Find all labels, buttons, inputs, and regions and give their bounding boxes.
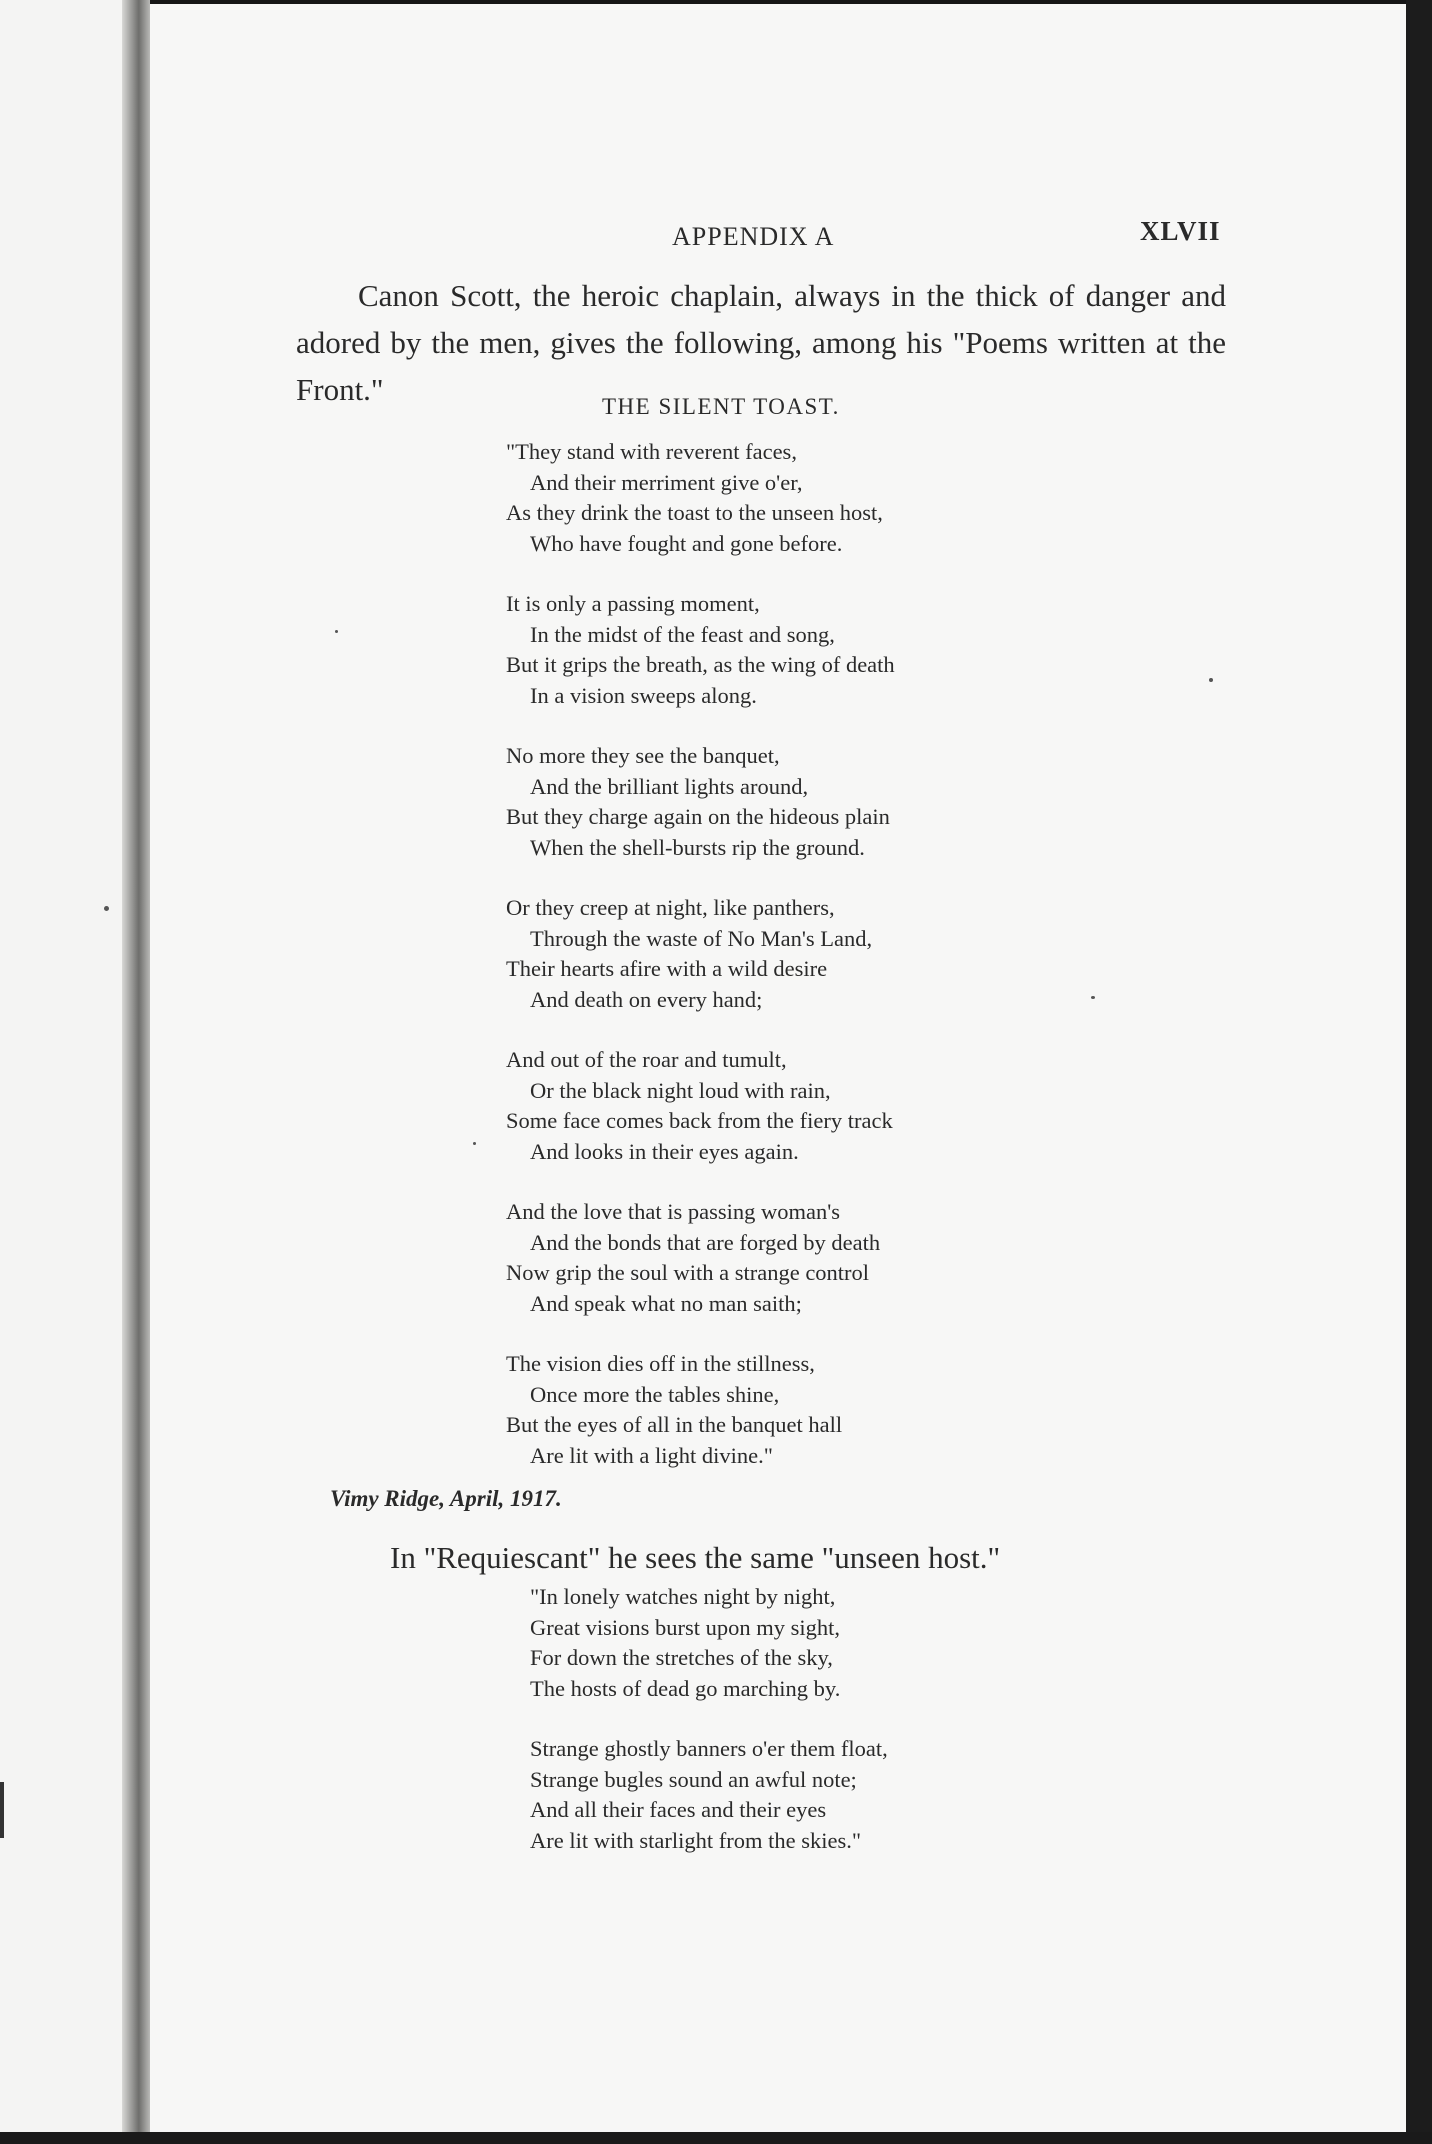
paper-speck: [1091, 996, 1095, 999]
verse-line: Or they creep at night, like panthers,: [506, 895, 835, 920]
verse-line: When the shell-bursts rip the ground.: [530, 834, 865, 860]
verse-line: And the love that is passing woman's: [506, 1199, 841, 1224]
verse-line: Some face comes back from the fiery track: [506, 1108, 893, 1133]
poem-requiescant: [530, 1582, 888, 1886]
verse-line: As they drink the toast to the unseen host,: [506, 500, 883, 525]
verse-line: And out of the roar and tumult,: [506, 1047, 787, 1072]
stanza: [506, 1349, 895, 1471]
verse-line: Strange bugles sound an awful note;: [530, 1766, 857, 1792]
stanza: [506, 893, 895, 1015]
verse-line: And the brilliant lights around,: [530, 773, 809, 799]
verse-line: "They stand with reverent faces,: [506, 439, 797, 464]
page-number: XLVII: [1140, 216, 1221, 246]
verse-line: But it grips the breath, as the wing of death: [506, 652, 895, 677]
verse-line: And speak what no man saith;: [530, 1290, 802, 1316]
facing-page-edge: [0, 0, 122, 2144]
poem-silent-toast: [506, 437, 895, 1501]
intro-paragraph: Canon Scott, the heroic chaplain, always in the thick of danger and adored by the men, gives the following, among his "Poems written at the Front.": [296, 278, 1226, 407]
stanza: [506, 437, 895, 559]
verse-line: "In lonely watches night by night,: [530, 1584, 836, 1609]
verse-line: Strange ghostly banners o'er them float,: [530, 1736, 888, 1761]
stanza: [530, 1582, 888, 1704]
verse-line: But they charge again on the hideous plain: [506, 804, 890, 829]
stanza: [506, 741, 895, 863]
verse-line: Are lit with starlight from the skies.": [530, 1827, 862, 1853]
scan-border-right: [1406, 0, 1432, 2144]
verse-line: No more they see the banquet,: [506, 743, 780, 768]
verse-line: In a vision sweeps along.: [530, 682, 757, 708]
verse-line: And their merriment give o'er,: [530, 469, 803, 495]
verse-line: And the bonds that are forged by death: [530, 1229, 881, 1255]
paper-speck: [104, 906, 109, 911]
book-gutter: [122, 0, 150, 2144]
paper-speck: [473, 1142, 476, 1145]
verse-line: Through the waste of No Man's Land,: [530, 925, 873, 951]
stanza: [506, 1197, 895, 1319]
verse-line: Or the black night loud with rain,: [530, 1077, 831, 1103]
verse-line: Who have fought and gone before.: [530, 530, 843, 556]
verse-line: The hosts of dead go marching by.: [530, 1675, 841, 1701]
verse-line: But the eyes of all in the banquet hall: [506, 1412, 843, 1437]
verse-line: For down the stretches of the sky,: [530, 1645, 833, 1670]
scan-border-bottom: [0, 2132, 1432, 2144]
requiescant-paragraph: In "Requiescant" he sees the same "unseen host.": [390, 1540, 1001, 1575]
verse-line: Their hearts afire with a wild desire: [506, 956, 828, 981]
paper-speck: [1209, 678, 1213, 682]
running-head: APPENDIX A: [672, 222, 835, 251]
stanza: [506, 1045, 895, 1167]
verse-line: Now grip the soul with a strange control: [506, 1260, 870, 1285]
verse-line: And looks in their eyes again.: [530, 1138, 799, 1164]
paper-speck: [335, 630, 338, 633]
poem-title: THE SILENT TOAST.: [602, 394, 840, 419]
verse-line: In the midst of the feast and song,: [530, 621, 835, 647]
verse-line: Once more the tables shine,: [530, 1381, 780, 1407]
verse-line: It is only a passing moment,: [506, 591, 760, 616]
verse-line: Great visions burst upon my sight,: [530, 1614, 840, 1640]
poem-signoff: Vimy Ridge, April, 1917.: [330, 1486, 562, 1511]
stanza: [506, 589, 895, 711]
verse-line: And all their faces and their eyes: [530, 1797, 827, 1822]
verse-line: The vision dies off in the stillness,: [506, 1351, 815, 1376]
stanza: [530, 1734, 888, 1856]
verse-line: Are lit with a light divine.": [530, 1442, 773, 1468]
verse-line: And death on every hand;: [530, 986, 763, 1012]
facing-page-text-fragment: [0, 1810, 4, 1838]
